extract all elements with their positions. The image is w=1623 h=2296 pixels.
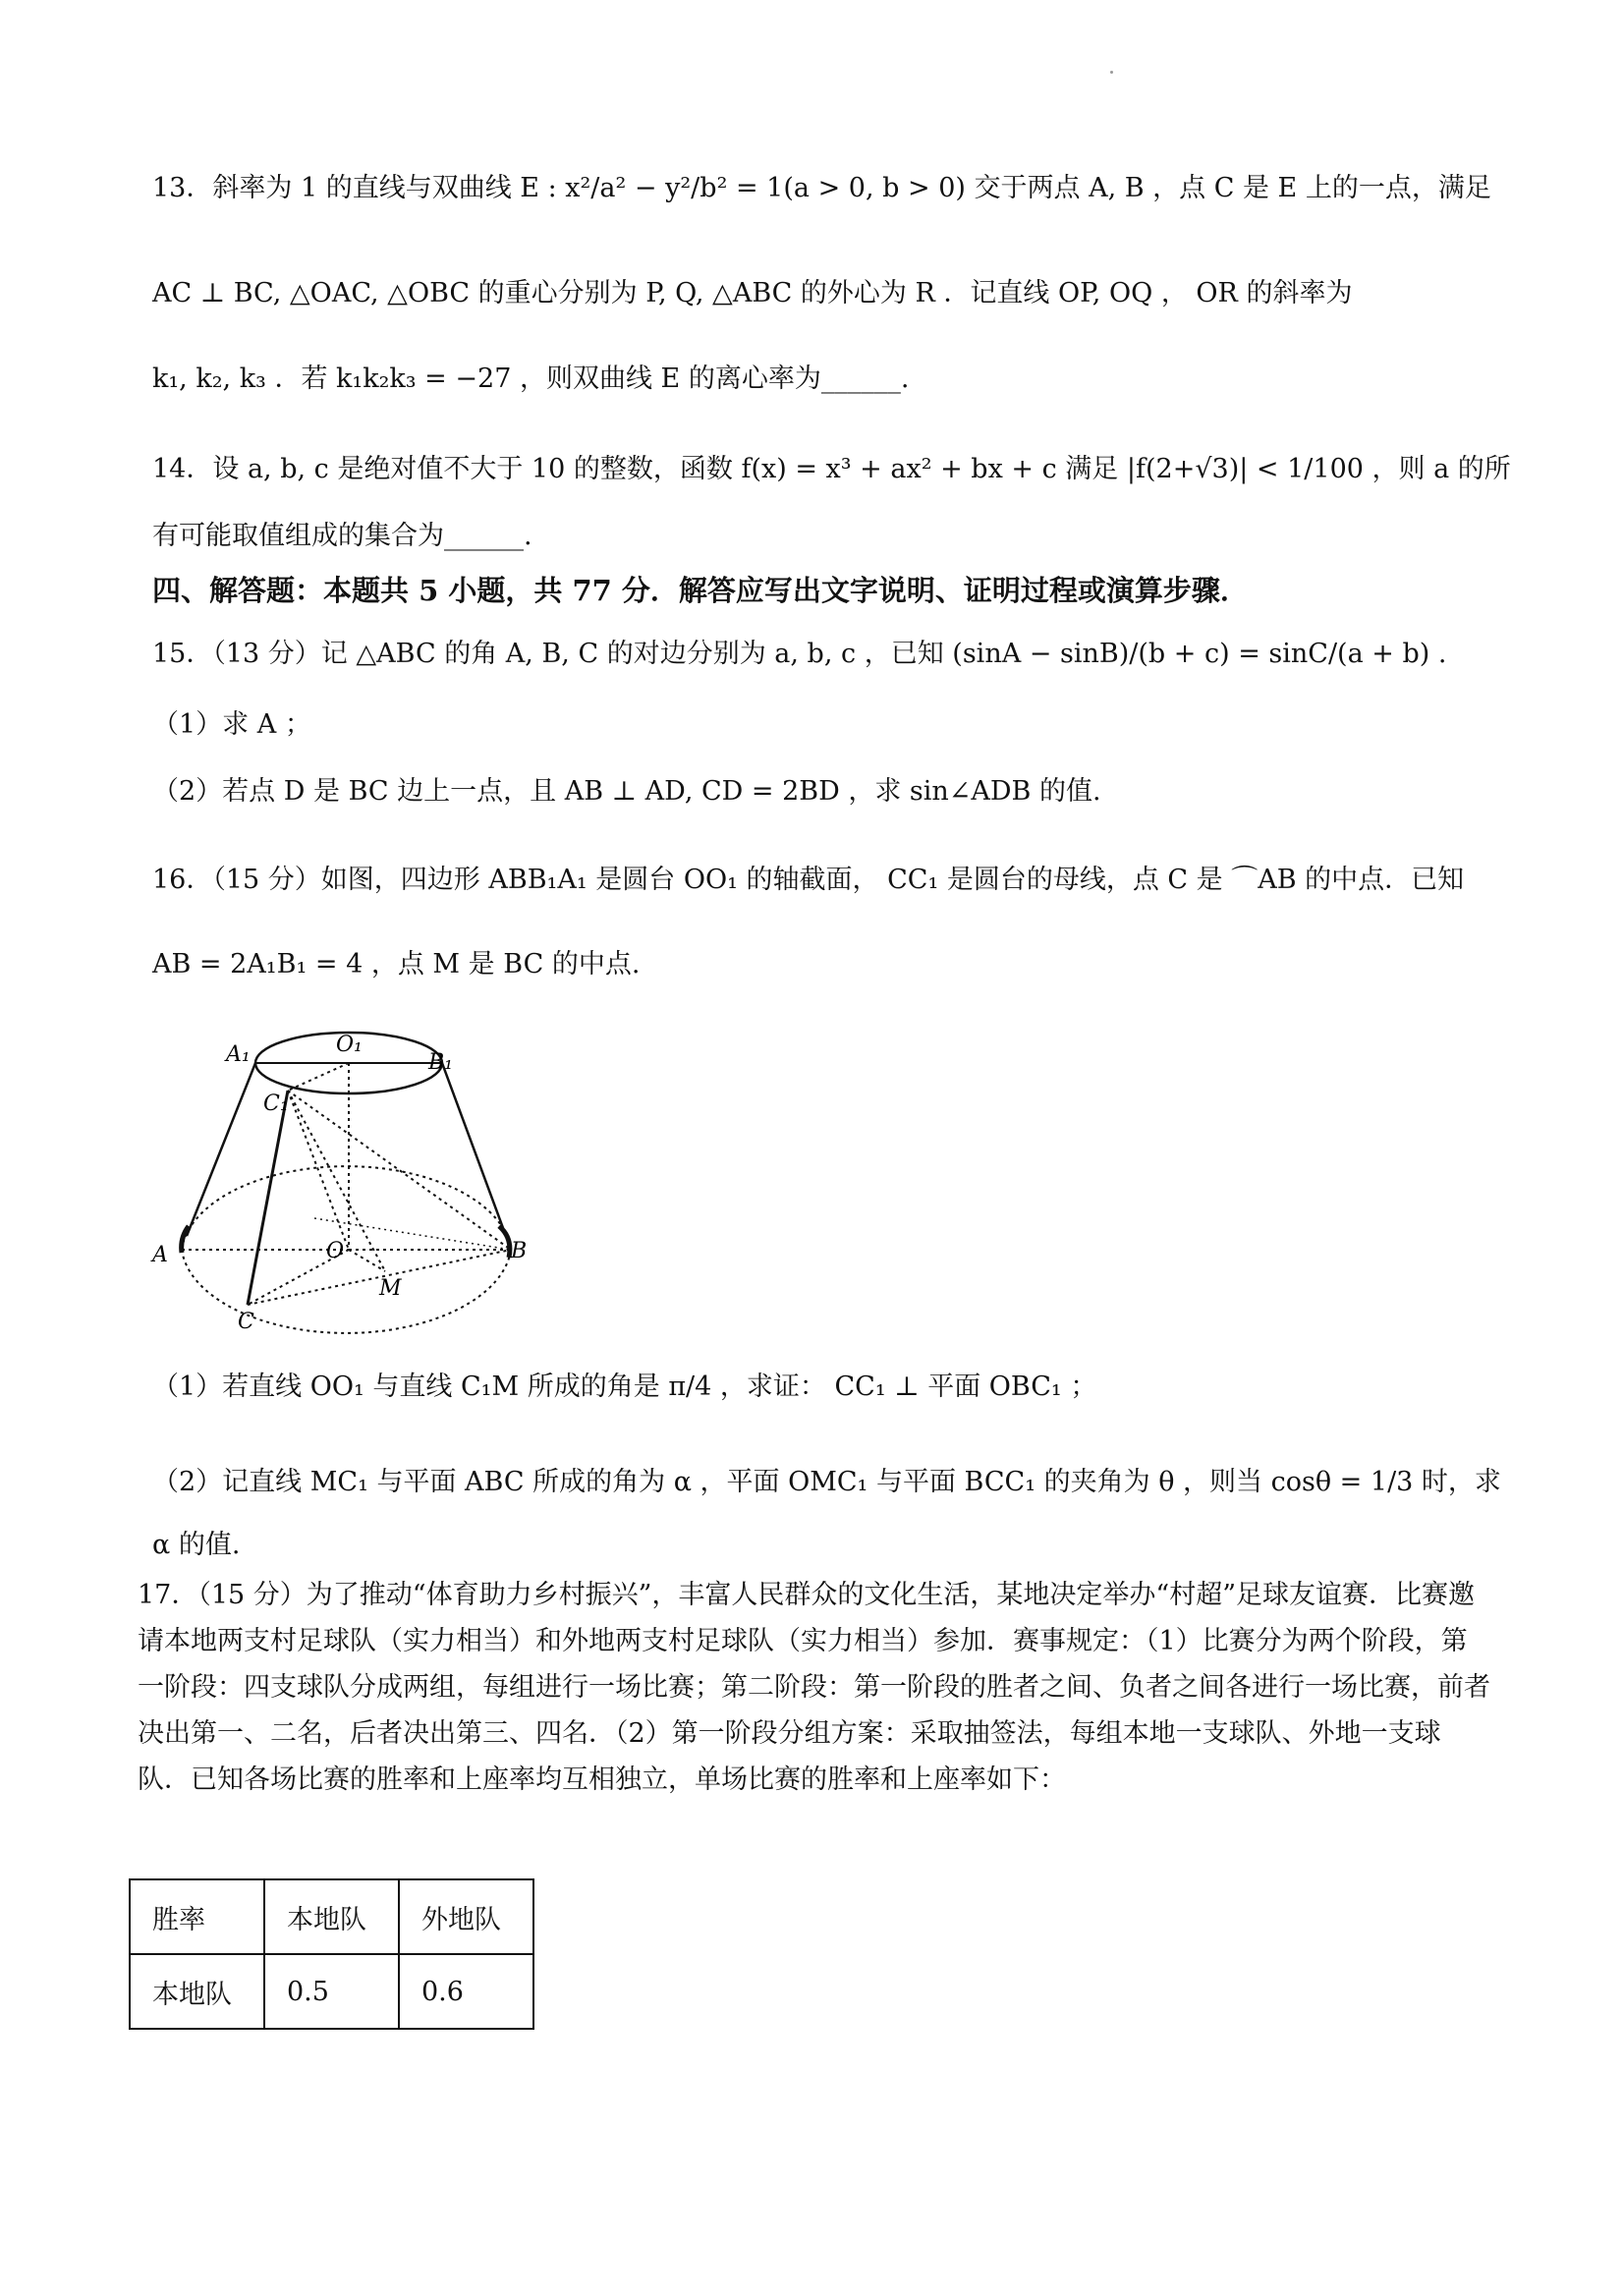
table-cell: 0.5 xyxy=(264,1954,399,2029)
label-b1: B₁ xyxy=(428,1050,453,1075)
q15-part-1: （1）求 A ； xyxy=(152,709,311,740)
q16-part-2b: α 的值. xyxy=(152,1530,241,1560)
label-b: B xyxy=(511,1239,528,1263)
table-cell: 本地队 xyxy=(130,1954,264,2029)
bottom-circle-front xyxy=(182,1250,511,1333)
q14-line-1: 14．设 a, b, c 是绝对值不大于 10 的整数，函数 f(x) = x³ + ax² + bx + c 满足 |f(2+√3)| < 1/100 ，则 a 的所 xyxy=(152,454,1511,484)
q16-line-2: AB = 2A₁B₁ = 4 ，点 M 是 BC 的中点. xyxy=(152,949,641,980)
q14-line-2: 有可能取值组成的集合为______. xyxy=(152,521,532,551)
label-c: C xyxy=(238,1310,254,1334)
q13-line-1: 13．斜率为 1 的直线与双曲线 E : x²/a² − y²/b² = 1(a > 0, b > 0) 交于两点 A, B ，点 C 是 E 上的一点，满足 xyxy=(152,173,1491,203)
table-header-cell: 胜率 xyxy=(130,1879,264,1954)
segment-c1-o xyxy=(288,1091,349,1250)
label-a: A xyxy=(152,1243,168,1267)
frustum-figure xyxy=(147,1022,540,1336)
bottom-circle-back xyxy=(182,1166,511,1250)
generator-cc1 xyxy=(248,1091,288,1305)
table-row xyxy=(130,1954,533,2029)
q15-part-2: （2）若点 D 是 BC 边上一点，且 AB ⊥ AD, CD = 2BD ，求 sin∠ADB 的值. xyxy=(152,776,1101,807)
q16-line-1: 16．（15 分）如图，四边形 ABB₁A₁ 是圆台 OO₁ 的轴截面， CC₁ 是圆台的母线，点 C 是 ⌒AB 的中点．已知 xyxy=(152,865,1465,895)
segment-o1-c1 xyxy=(288,1063,349,1091)
q16-part-2a: （2）记直线 MC₁ 与平面 ABC 所成的角为 α ，平面 OMC₁ 与平面 BCC₁ 的夹角为 θ ，则当 cosθ = 1/3 时，求 xyxy=(152,1467,1501,1497)
label-o1: O₁ xyxy=(336,1033,363,1057)
label-c1: C₁ xyxy=(263,1092,289,1116)
scan-speck xyxy=(1110,71,1113,74)
q17-text: 17．（15 分）为了推动“体育助力乡村振兴”，丰富人民群众的文化生活，某地决定举办“村超”足球友谊赛．比赛邀请本地两支村足球队（实力相当）和外地两支村足球队（实力相当）参加．赛事规定：（1）比赛分为两个阶段，第一阶段：四支球队分成两组，每组进行一场比赛；第二阶段：第一阶段的胜者之间、负者之间各进行一场比赛，前者决出第一、二名，后者决出第三、四名．（2）第一阶段分组方案：采取抽签法，每组本地一支球队、外地一支球队．已知各场比赛的胜率和上座率均互相独立，单场比赛的胜率和上座率如下： xyxy=(138,1580,1490,1795)
label-m: M xyxy=(379,1276,402,1301)
section-heading: 四、解答题：本题共 5 小题，共 77 分．解答应写出文字说明、证明过程或演算步骤． xyxy=(152,574,1249,607)
generator-left xyxy=(187,1063,255,1236)
q15-stem: 15．（13 分）记 △ABC 的角 A, B, C 的对边分别为 a, b, c ，已知 (sinA − sinB)/(b + c) = sinC/(a + b) . xyxy=(152,639,1447,669)
q13-line-3: k₁, k₂, k₃ ．若 k₁k₂k₃ = −27 ，则双曲线 E 的离心率为______. xyxy=(152,364,910,394)
table-row xyxy=(130,1879,533,1954)
win-rate-table xyxy=(129,1878,534,2030)
q16-part-1: （1）若直线 OO₁ 与直线 C₁M 所成的角是 π/4 ，求证： CC₁ ⊥ 平面 OBC₁ ； xyxy=(152,1372,1097,1402)
generator-right xyxy=(442,1063,506,1236)
segment-c1-b xyxy=(288,1091,511,1250)
table-header-cell: 外地队 xyxy=(399,1879,533,1954)
label-a1: A₁ xyxy=(226,1042,251,1067)
table-header-cell: 本地队 xyxy=(264,1879,399,1954)
q13-line-2: AC ⊥ BC, △OAC, △OBC 的重心分别为 P, Q, △ABC 的外心为 R ．记直线 OP, OQ ， OR 的斜率为 xyxy=(152,278,1353,308)
rim-arc-left xyxy=(182,1226,189,1253)
label-o: O xyxy=(326,1239,345,1263)
table-cell: 0.6 xyxy=(399,1954,533,2029)
